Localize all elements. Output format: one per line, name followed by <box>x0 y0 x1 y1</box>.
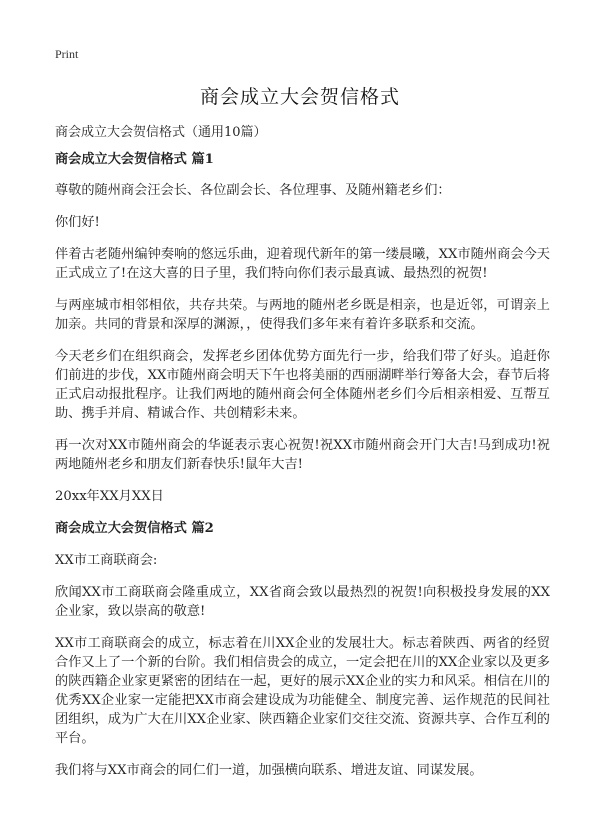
salutation-2: XX市工商联商会: <box>55 553 158 568</box>
paragraph-1-2: 与两座城市相邻相依，共存共荣。与两地的随州老乡既是相亲，也是近邻，可谓亲上加亲。共同的背景和深厚的渊源，，使得我们多年来有着许多联系和交流。 <box>55 298 550 332</box>
date-line: 20xx年XX月XX日 <box>55 489 164 504</box>
section-heading-2: 商会成立大会贺信格式 篇2 <box>55 521 214 536</box>
paragraph-1-1: 伴着古老随州编钟奏响的悠远乐曲，迎着现代新年的第一缕晨曦，XX市随州商会今天正式成立了!在这大喜的日子里，我们特向你们表示最真诚、最热烈的祝贺! <box>55 247 550 281</box>
salutation-1: 尊敬的随州商会汪会长、各位副会长、各位理事、及随州籍老乡们： <box>55 183 451 198</box>
print-label[interactable]: Print <box>55 47 79 61</box>
document-body <box>55 150 550 780</box>
paragraph-2-1: 欣闻XX市工商联商会隆重成立，XX省商会致以最热烈的祝贺!向积极投身发展的XX企业家，致以崇高的敬意! <box>55 585 550 619</box>
paragraph-1-4: 再一次对XX市随州商会的华诞表示衷心祝贺!祝XX市随州商会开门大吉!马到成功!祝两地随州老乡和朋友们新春快乐!鼠年大吉! <box>55 438 550 472</box>
paragraph-2-3: 我们将与XX市商会的同仁们一道，加强横向联系、增进友谊、同谋发展。 <box>55 763 483 778</box>
paragraph-1-3: 今天老乡们在组织商会，发挥老乡团体优势方面先行一步，给我们带了好头。追赶你们前进的步伐，XX市随州商会明天下午也将美丽的西丽湖畔举行筹备大会，春节后将正式启动报批程序。让我们两地的随州商会何全体随州老乡们今后相亲相爱、互帮互助、携手并肩、精诚合作、共创精彩未来。 <box>55 349 550 421</box>
paragraph-2-2: XX市工商联商会的成立，标志着在川XX企业的发展壮大。标志着陕西、两省的经贸合作又上了一个新的台阶。我们相信贵会的成立，一定会把在川的XX企业家以及更多的陕西籍企业家更紧密的团结在一起，更好的展示XX企业的实力和风采。相信在川的优秀XX企业家一定能把XX市商会建设成为功能健全、制度完善、运作规范的民间社团组织，成为广大在川XX企业家、陕西籍企业家们交往交流、资源共享、合作互利的平台。 <box>55 636 550 746</box>
document-subtitle: 商会成立大会贺信格式（通用10篇） <box>55 125 267 140</box>
greeting: 你们好! <box>55 215 100 230</box>
document-title: 商会成立大会贺信格式 <box>199 86 400 108</box>
section-heading-1: 商会成立大会贺信格式 篇1 <box>55 152 214 167</box>
